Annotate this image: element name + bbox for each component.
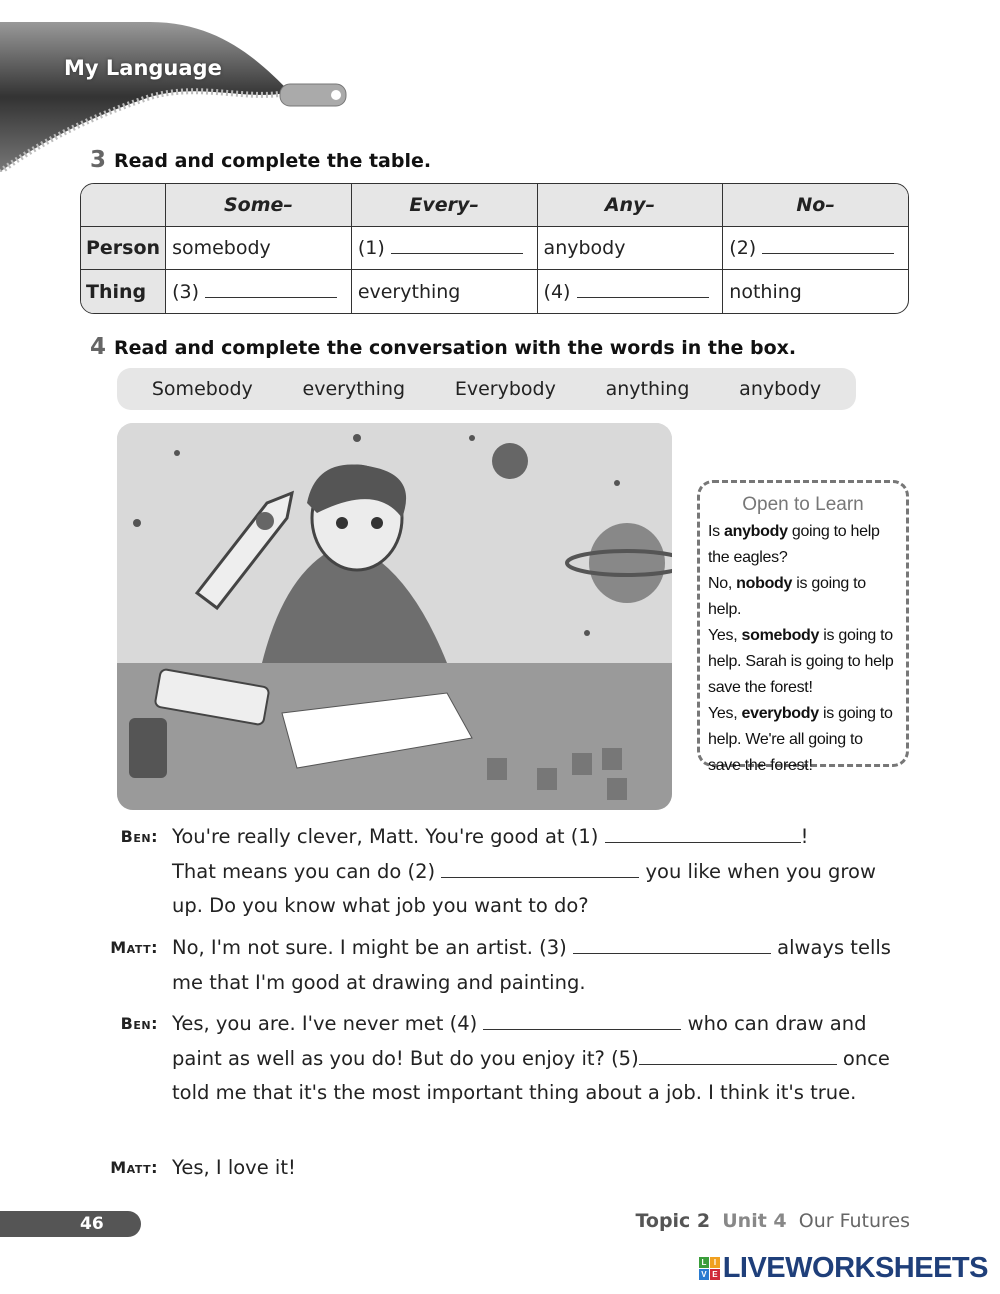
word: Somebody: [151, 378, 253, 400]
answer-blank[interactable]: [577, 297, 709, 298]
word-box: [117, 368, 856, 410]
answer-blank-1[interactable]: [605, 842, 801, 843]
col-header: Any–: [538, 184, 724, 227]
dialogue-line-ben-1: Ben: You're really clever, Matt. You're good at (1) ! That means you can do (2) you like when you grow up. Do you know what job you want to do?: [100, 820, 920, 924]
dialogue-line-matt-2: Matt: Yes, I love it!: [100, 1151, 920, 1186]
q4-heading: 4 Read and complete the conversation with the words in the box.: [90, 334, 797, 360]
cell: everything: [352, 270, 538, 313]
col-header: No–: [723, 184, 908, 227]
dialogue-line-ben-2: Ben: Yes, you are. I've never met (4) who can draw and paint as well as you do! But do you enjoy it? (5) once told me that it's the most important thing about a job. I think it's true.: [100, 1007, 920, 1111]
word: anybody: [739, 378, 822, 400]
section-title: My Language: [64, 56, 222, 80]
row-header: Thing: [81, 270, 166, 313]
answer-blank-3[interactable]: [573, 953, 771, 954]
blank-cell[interactable]: (4): [538, 270, 724, 313]
answer-blank-5[interactable]: [639, 1064, 837, 1065]
q3-heading: 3 Read and complete the table.: [90, 147, 432, 173]
word: Everybody: [454, 378, 556, 400]
col-header: Some–: [166, 184, 352, 227]
footer-unit-info: Topic 2 Unit 4 Our Futures: [635, 1210, 910, 1232]
open-to-learn-title: Open to Learn: [742, 494, 864, 515]
open-to-learn-box: [697, 480, 909, 774]
cell: nothing: [729, 280, 802, 303]
answer-blank[interactable]: [391, 253, 523, 254]
indefinite-pronoun-table: [80, 183, 909, 314]
live-logo-icon: L I V E: [699, 1257, 720, 1280]
row-header: Person: [81, 227, 166, 270]
speaker-label: Matt:: [110, 1158, 158, 1177]
answer-blank[interactable]: [762, 253, 894, 254]
corner-cell: [81, 184, 166, 227]
blank-cell[interactable]: (1): [352, 227, 538, 270]
speaker-label: Ben:: [120, 1014, 158, 1033]
dialogue-line-matt-1: Matt: No, I'm not sure. I might be an artist. (3) always tells me that I'm good at drawing and painting.: [100, 931, 920, 1000]
example-line: Yes, somebody is going to help. Sarah is going to help save the forest!: [708, 627, 894, 696]
answer-blank[interactable]: [205, 297, 337, 298]
word: anything: [605, 378, 690, 400]
cell: anybody: [538, 227, 724, 270]
blank-cell[interactable]: (2): [723, 227, 908, 270]
speaker-label: Matt:: [110, 938, 158, 957]
word: everything: [302, 378, 406, 400]
answer-blank-2[interactable]: [441, 877, 639, 878]
page-number: 46: [0, 1211, 141, 1237]
col-header: Every–: [352, 184, 538, 227]
speaker-label: Ben:: [120, 827, 158, 846]
boy-drawing-illustration: [117, 423, 672, 810]
cell: somebody: [166, 227, 352, 270]
example-line: Is anybody going to help the eagles?: [708, 523, 880, 566]
liveworksheets-logo: L I V E LIVEWORKSHEETS: [699, 1252, 988, 1285]
blank-cell[interactable]: (3): [166, 270, 352, 313]
example-line: Yes, everybody is going to help. We're all going to save the forest!: [708, 705, 893, 774]
example-line: No, nobody is going to help.: [708, 575, 866, 618]
answer-blank-4[interactable]: [483, 1029, 681, 1030]
